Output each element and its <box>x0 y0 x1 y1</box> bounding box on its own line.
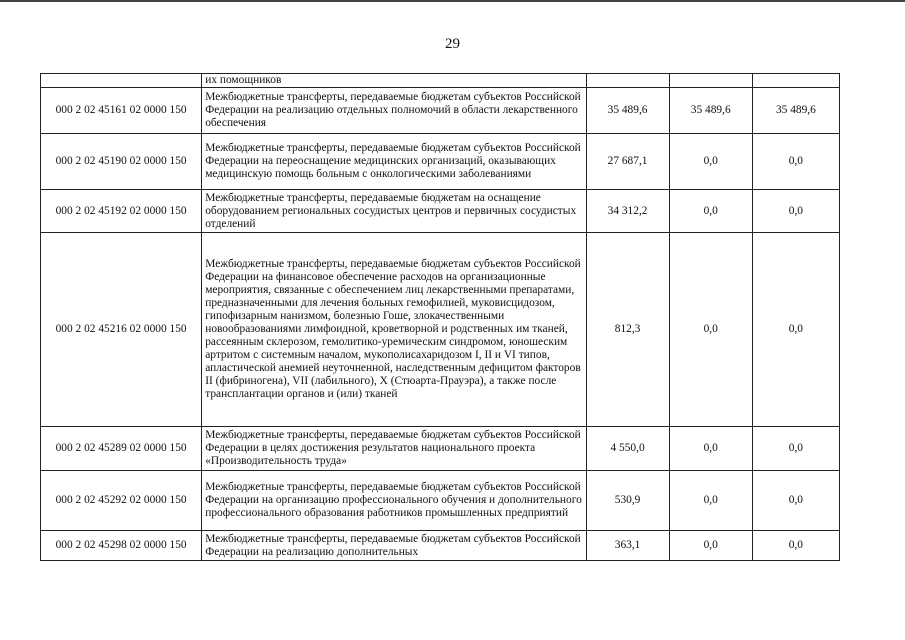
amount-year-2: 35 489,6 <box>669 88 752 134</box>
amount-year-3: 0,0 <box>752 190 839 233</box>
revenue-name: Межбюджетные трансферты, передаваемые бюджетам субъектов Российской Федерации на организацию профессионального обучения и дополнительного профессионального образования работников промышленных предприятий <box>202 471 586 531</box>
revenue-code: 000 2 02 45161 02 0000 150 <box>41 88 202 134</box>
table-row <box>41 531 840 561</box>
amount-year-3: 0,0 <box>752 471 839 531</box>
table-row <box>41 134 840 190</box>
revenue-code: 000 2 02 45190 02 0000 150 <box>41 134 202 190</box>
amount-year-3: 0,0 <box>752 134 839 190</box>
amount-year-3: 0,0 <box>752 233 839 427</box>
amount-year-1 <box>586 74 669 88</box>
revenue-code <box>41 74 202 88</box>
revenue-name: Межбюджетные трансферты, передаваемые бюджетам субъектов Российской Федерации на реализацию отдельных полномочий в области лекарственного обеспечения <box>202 88 586 134</box>
scan-top-edge <box>0 0 905 2</box>
revenue-name: их помощников <box>202 74 586 88</box>
table-row <box>41 74 840 88</box>
amount-year-1: 27 687,1 <box>586 134 669 190</box>
amount-year-1: 4 550,0 <box>586 427 669 471</box>
table-row <box>41 427 840 471</box>
amount-year-3: 0,0 <box>752 531 839 561</box>
amount-year-2: 0,0 <box>669 427 752 471</box>
amount-year-1: 363,1 <box>586 531 669 561</box>
revenue-name: Межбюджетные трансферты, передаваемые бюджетам субъектов Российской Федерации на реализацию дополнительных <box>202 531 586 561</box>
amount-year-2: 0,0 <box>669 190 752 233</box>
table-row <box>41 471 840 531</box>
amount-year-1: 812,3 <box>586 233 669 427</box>
budget-revenue-table <box>40 73 840 561</box>
revenue-name: Межбюджетные трансферты, передаваемые бюджетам субъектов Российской Федерации на финансовое обеспечение расходов на организационные мероприятия, связанные с обеспечением лиц лекарственными препаратами, предназначенными для лечения больных гемофилией, муковисцидозом, гипофизарным нанизмом, болезнью Гоше, злокачественными новообразованиями лимфоидной, кроветворной и родственных им тканей, рассеянным склерозом, гемолитико-уремическим синдромом, юношеским артритом с системным началом, мукополисахаридозом I, II и VI типов, апластической анемией неуточненной, наследственным дефицитом факторов II (фибриногена), VII (лабильного), X (Стюарта-Прауэра), а также после трансплантации органов и (или) тканей <box>202 233 586 427</box>
table-row <box>41 233 840 427</box>
table-row <box>41 190 840 233</box>
revenue-name: Межбюджетные трансферты, передаваемые бюджетам на оснащение оборудованием региональных сосудистых центров и первичных сосудистых отделений <box>202 190 586 233</box>
table-row <box>41 88 840 134</box>
amount-year-2: 0,0 <box>669 134 752 190</box>
amount-year-2 <box>669 74 752 88</box>
revenue-code: 000 2 02 45192 02 0000 150 <box>41 190 202 233</box>
revenue-code: 000 2 02 45292 02 0000 150 <box>41 471 202 531</box>
page-number: 29 <box>445 36 460 52</box>
amount-year-1: 35 489,6 <box>586 88 669 134</box>
amount-year-3 <box>752 74 839 88</box>
revenue-code: 000 2 02 45298 02 0000 150 <box>41 531 202 561</box>
amount-year-3: 35 489,6 <box>752 88 839 134</box>
amount-year-2: 0,0 <box>669 233 752 427</box>
amount-year-2: 0,0 <box>669 531 752 561</box>
amount-year-3: 0,0 <box>752 427 839 471</box>
amount-year-2: 0,0 <box>669 471 752 531</box>
amount-year-1: 530,9 <box>586 471 669 531</box>
revenue-code: 000 2 02 45216 02 0000 150 <box>41 233 202 427</box>
revenue-name: Межбюджетные трансферты, передаваемые бюджетам субъектов Российской Федерации в целях достижения результатов национального проекта «Производительность труда» <box>202 427 586 471</box>
revenue-name: Межбюджетные трансферты, передаваемые бюджетам субъектов Российской Федерации на переоснащение медицинских организаций, оказывающих медицинскую помощь больным с онкологическими заболеваниями <box>202 134 586 190</box>
amount-year-1: 34 312,2 <box>586 190 669 233</box>
revenue-code: 000 2 02 45289 02 0000 150 <box>41 427 202 471</box>
